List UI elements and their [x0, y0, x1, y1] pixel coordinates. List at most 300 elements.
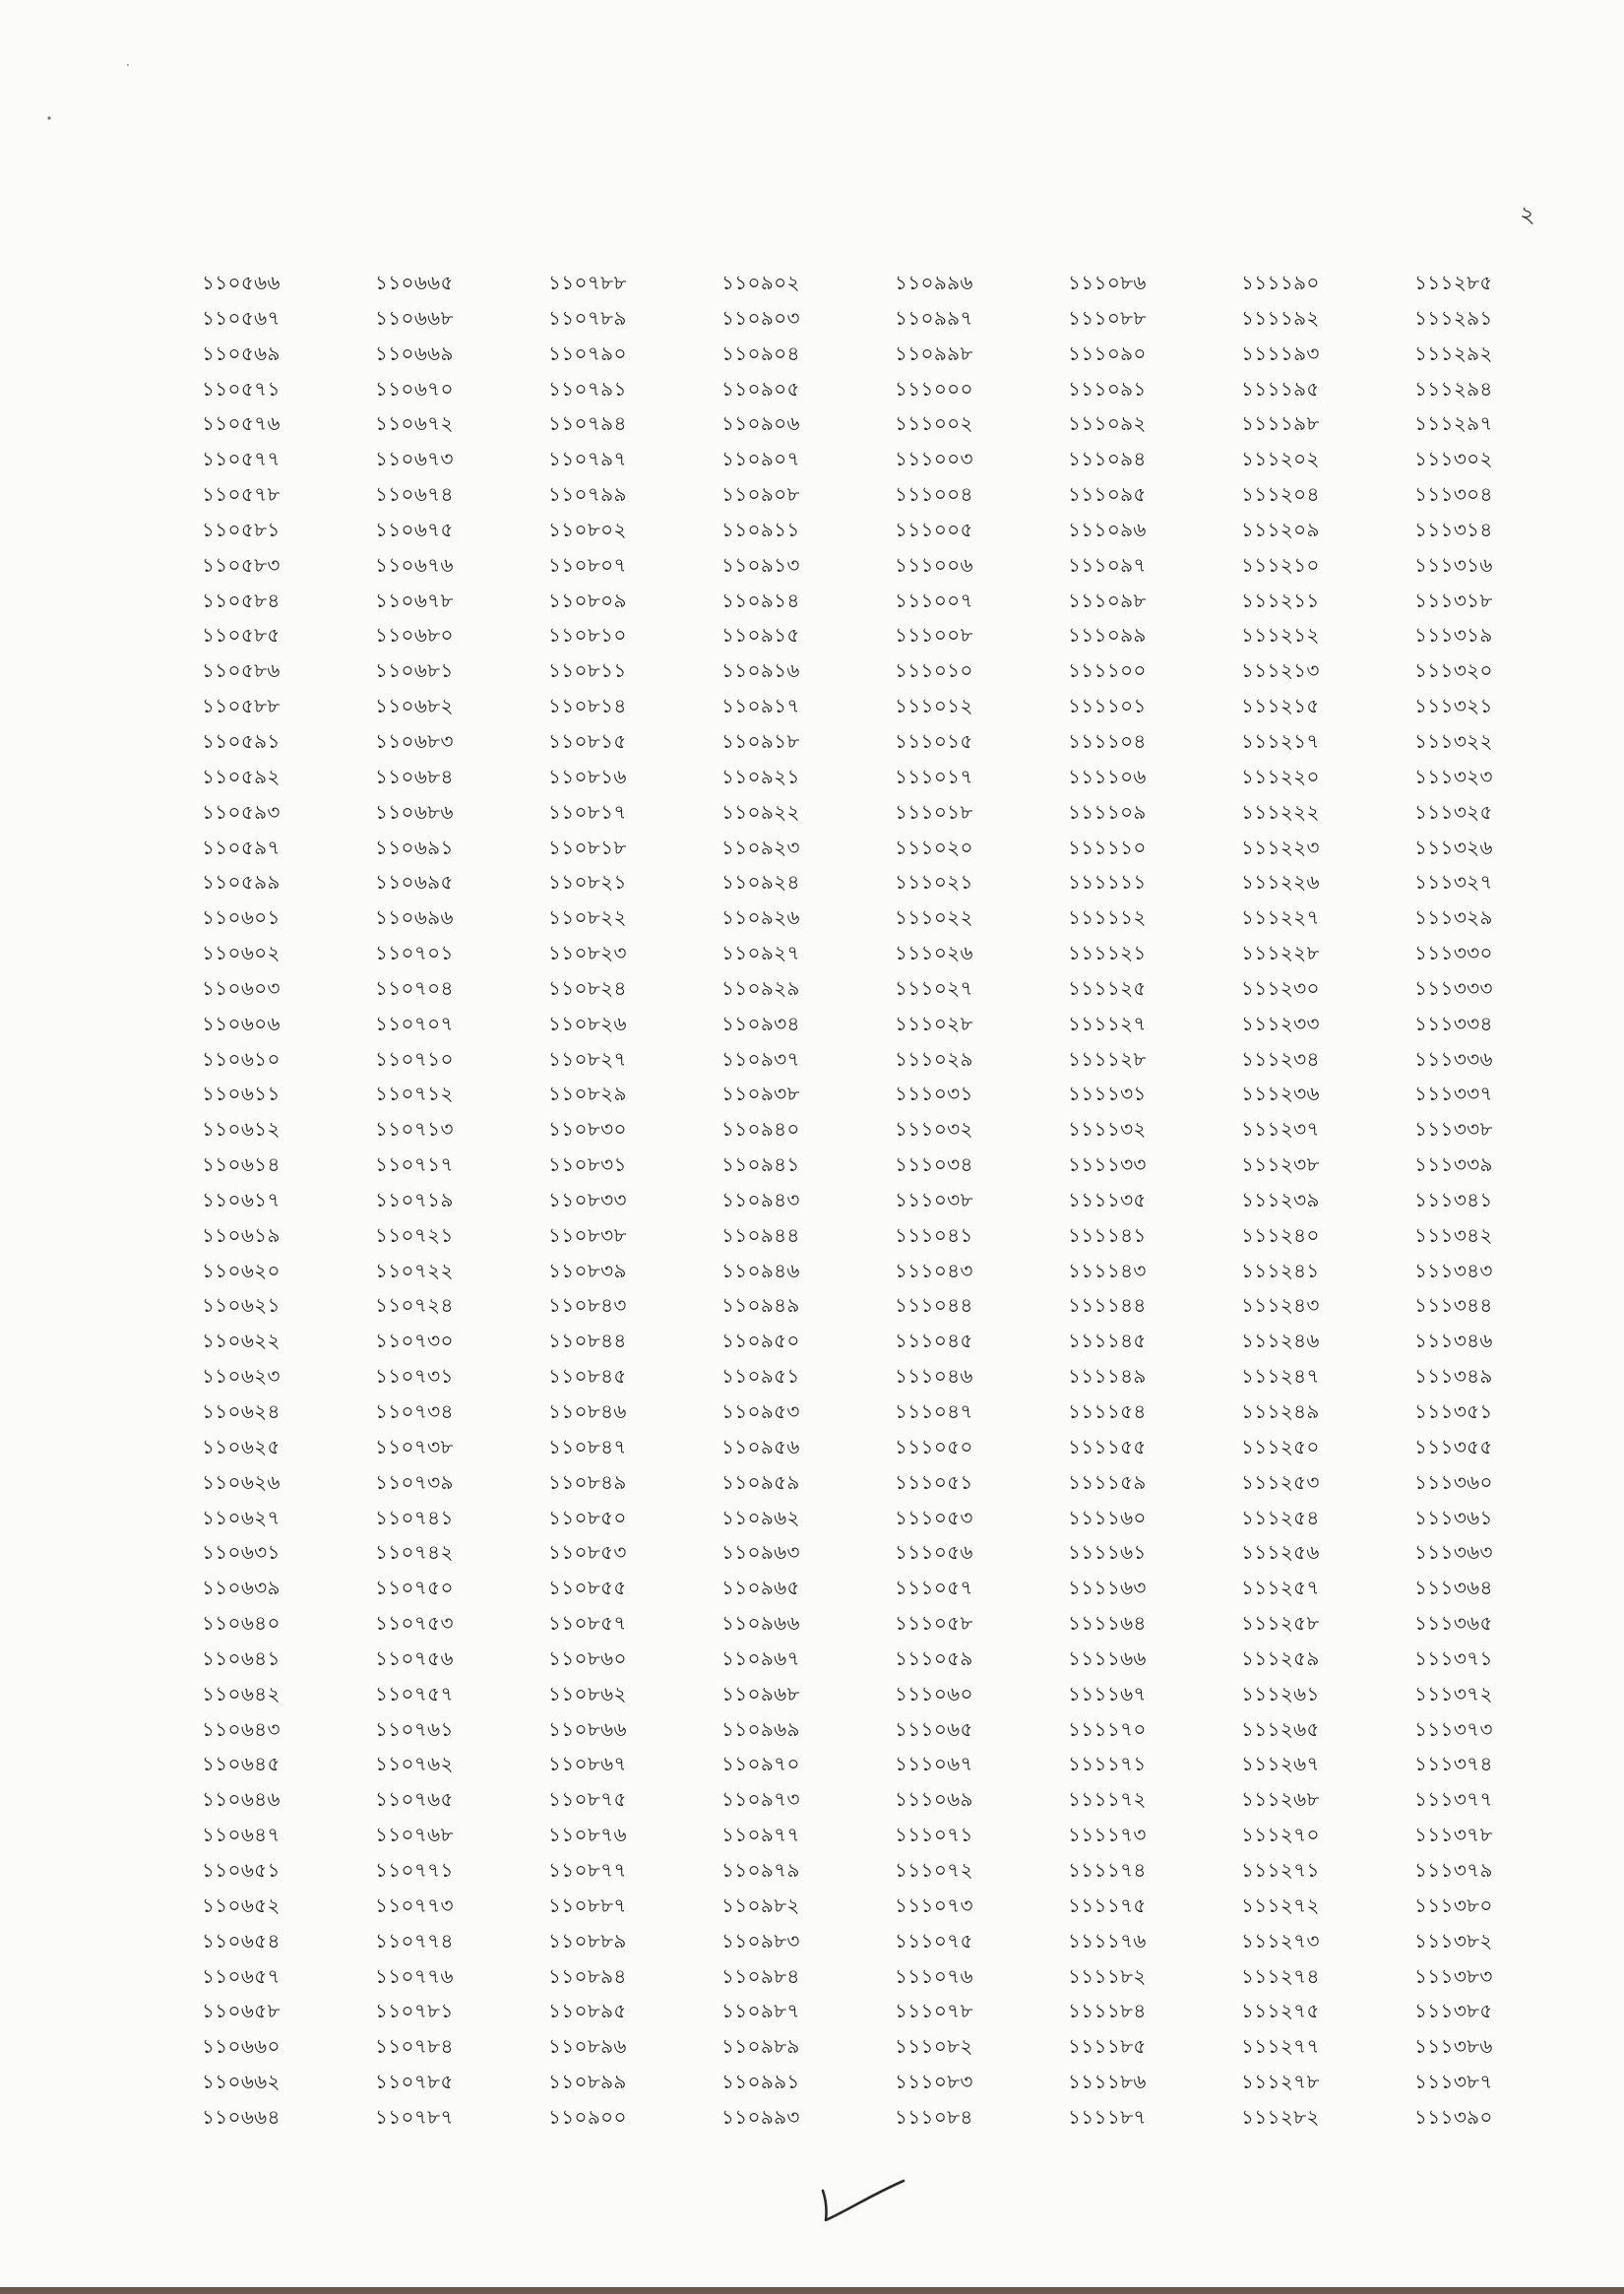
- roll-number-cell: ১১১৩৭২: [1414, 1681, 1493, 1705]
- roll-number-cell: ১১০৯২৩: [721, 835, 800, 859]
- roll-number-cell: ১১১১৫৫: [1068, 1434, 1147, 1458]
- roll-number-cell: ১১০৬৭৫: [375, 517, 454, 541]
- roll-number-cell: ১১০৫৬৬: [202, 271, 281, 294]
- roll-number-cell: ১১১০৪৪: [895, 1293, 973, 1318]
- roll-number-cell: ১১১২০২: [1241, 447, 1320, 471]
- roll-number-cell: ১১০৭১০: [375, 1046, 454, 1071]
- roll-number-cell: ১১১০৯৪: [1068, 447, 1147, 471]
- roll-number-cell: ১১১১৮২: [1068, 1963, 1147, 1988]
- roll-number-cell: ১১০৫৯২: [202, 764, 281, 788]
- roll-number-cell: ১১১০৬০: [895, 1681, 973, 1705]
- roll-number-cell: ১১০৭৭৩: [375, 1892, 454, 1917]
- roll-number-cell: ১১০৯০০: [548, 2104, 627, 2129]
- roll-number-cell: ১১০৬৬৫: [375, 271, 454, 294]
- roll-number-cell: ১১১০৩৮: [895, 1187, 973, 1211]
- roll-number-cell: ১১১২৯২: [1414, 341, 1493, 365]
- roll-number-cell: ১১০৯৬৫: [721, 1576, 800, 1600]
- roll-number-cell: ১১০৭১৩: [375, 1117, 454, 1142]
- roll-number-cell: ১১০৬২২: [202, 1329, 281, 1353]
- roll-number-cell: ১১০৬৭৩: [375, 447, 454, 471]
- roll-number-cell: ১১০৭৫৩: [375, 1611, 454, 1636]
- scan-specks: [0, 0, 197, 197]
- roll-number-cell: ১১০৬২৫: [202, 1434, 281, 1458]
- roll-number-cell: ১১০৯৩৭: [721, 1046, 800, 1071]
- roll-number-cell: ১১০৮১১: [548, 658, 627, 683]
- roll-number-cell: ১১১২৩৯: [1241, 1187, 1320, 1211]
- roll-number-cell: ১১০৬০৬: [202, 1011, 281, 1035]
- roll-number-cell: ১১১১২৫: [1068, 975, 1147, 1000]
- roll-number-cell: ১১১৩৬১: [1414, 1505, 1493, 1529]
- checkmark-icon: [813, 2165, 911, 2224]
- roll-number-cell: ১১০৯৬৩: [721, 1540, 800, 1565]
- roll-number-cell: ১১১১৮৪: [1068, 1999, 1147, 2023]
- roll-number-cell: ১১১৩৬৪: [1414, 1576, 1493, 1600]
- roll-number-cell: ১১১২৭৪: [1241, 1963, 1320, 1988]
- roll-number-cell: ১১১৩৮৬: [1414, 2034, 1493, 2059]
- roll-number-cell: ১১১৩১৬: [1414, 552, 1493, 577]
- roll-number-cell: ১১০৯৫৯: [721, 1469, 800, 1494]
- roll-number-cell: ১১০৭৮১: [375, 1999, 454, 2023]
- roll-number-cell: ১১১২১২: [1241, 623, 1320, 648]
- roll-number-cell: ১১১০২৭: [895, 975, 973, 1000]
- roll-number-cell: ১১০৬৪৭: [202, 1823, 281, 1847]
- roll-number-cell: ১১১২১০: [1241, 552, 1320, 577]
- roll-number-cell: ১১১১৮৭: [1068, 2104, 1147, 2129]
- roll-number-cell: ১১১০৭১: [895, 1823, 973, 1847]
- roll-number-cell: ১১১১১২: [1068, 905, 1147, 930]
- roll-number-cell: ১১১৩১৮: [1414, 588, 1493, 612]
- roll-number-cell: ১১১৩৮২: [1414, 1928, 1493, 1953]
- roll-number-cell: ১১০৬৭৪: [375, 482, 454, 507]
- roll-number-cell: ১১০৯৫৬: [721, 1434, 800, 1458]
- roll-number-cell: ১১১২৬৫: [1241, 1716, 1320, 1741]
- roll-number-cell: ১১১০৭৮: [895, 1999, 973, 2023]
- roll-number-cell: ১১০৬২৭: [202, 1505, 281, 1529]
- roll-number-cell: ১১১১৯২: [1241, 305, 1320, 330]
- roll-number-cell: ১১০৮৩৯: [548, 1258, 627, 1282]
- roll-number-cell: ১১১০৩৪: [895, 1152, 973, 1177]
- roll-number-cell: ১১০৯০৪: [721, 341, 800, 365]
- roll-number-cell: ১১০৬৮০: [375, 623, 454, 648]
- roll-number-cell: ১১১৩৪৩: [1414, 1258, 1493, 1282]
- roll-number-cell: ১১১২৬৭: [1241, 1752, 1320, 1776]
- roll-number-cell: ১১০৮০৭: [548, 552, 627, 577]
- roll-number-cell: ১১০৬৫২: [202, 1892, 281, 1917]
- roll-number-cell: ১১০৮৭৭: [548, 1857, 627, 1882]
- roll-number-cell: ১১১২৩০: [1241, 975, 1320, 1000]
- roll-number-cell: ১১০৯২৯: [721, 975, 800, 1000]
- roll-number-cell: ১১১২২৮: [1241, 941, 1320, 965]
- roll-number-cell: ১১১২২৩: [1241, 835, 1320, 859]
- roll-number-cell: ১১০৯১৬: [721, 658, 800, 683]
- roll-number-cell: ১১০৯৬৯: [721, 1716, 800, 1741]
- roll-number-cell: ১১০৮৫৩: [548, 1540, 627, 1565]
- roll-number-cell: ১১০৯৯৬: [895, 271, 973, 294]
- roll-number-cell: ১১১৩৩৯: [1414, 1152, 1493, 1177]
- roll-number-cell: ১১০৬৯৬: [375, 905, 454, 930]
- roll-number-cell: ১১১২৮২: [1241, 2104, 1320, 2129]
- roll-number-cell: ১১১০০৪: [895, 482, 973, 507]
- roll-number-cell: ১১০৭১৯: [375, 1187, 454, 1211]
- roll-number-cell: ১১১১৮৬: [1068, 2070, 1147, 2094]
- roll-number-cell: ১১০৫৮৬: [202, 658, 281, 683]
- roll-number-cell: ১১০৬১৭: [202, 1187, 281, 1211]
- roll-number-cell: ১১০৬৪১: [202, 1645, 281, 1670]
- roll-number-cell: ১১১০৯৯: [1068, 623, 1147, 648]
- roll-number-cell: ১১১২৫৬: [1241, 1540, 1320, 1565]
- roll-number-cell: ১১১১৪১: [1068, 1222, 1147, 1247]
- roll-number-cell: ১১১৩৭৪: [1414, 1752, 1493, 1776]
- roll-number-cell: ১১০৯১৮: [721, 728, 800, 753]
- roll-number-cell: ১১০৬৬০: [202, 2034, 281, 2059]
- roll-number-cell: ১১০৯৯৩: [721, 2104, 800, 2129]
- roll-number-cell: ১১১৩৪২: [1414, 1222, 1493, 1247]
- roll-number-cell: ১১১২৭৭: [1241, 2034, 1320, 2059]
- scan-bottom-edge: [0, 2287, 1624, 2294]
- roll-number-cell: ১১১১৭০: [1068, 1716, 1147, 1741]
- roll-number-cell: ১১০৮৭৬: [548, 1823, 627, 1847]
- roll-number-cell: ১১১০৫৮: [895, 1611, 973, 1636]
- roll-number-cell: ১১১৩২৬: [1414, 835, 1493, 859]
- roll-number-cell: ১১০৭৬২: [375, 1752, 454, 1776]
- roll-number-cell: ১১১২৫০: [1241, 1434, 1320, 1458]
- roll-number-cell: ১১০৯১৫: [721, 623, 800, 648]
- roll-number-cell: ১১০৯৮৪: [721, 1963, 800, 1988]
- roll-number-cell: ১১০৯০৩: [721, 305, 800, 330]
- roll-number-cell: ১১০৬৭৬: [375, 552, 454, 577]
- roll-number-cell: ১১১০২৯: [895, 1046, 973, 1071]
- roll-number-cell: ১১১৩৬৫: [1414, 1611, 1493, 1636]
- roll-number-cell: ১১০৬১৯: [202, 1222, 281, 1247]
- roll-number-cell: ১১১০২০: [895, 835, 973, 859]
- roll-number-cell: ১১১২৩৮: [1241, 1152, 1320, 1177]
- roll-number-cell: ১১১০৪৭: [895, 1399, 973, 1423]
- roll-number-cell: ১১০৫৮১: [202, 517, 281, 541]
- roll-number-cell: ১১১১৫৯: [1068, 1469, 1147, 1494]
- roll-number-cell: ১১১২৩৬: [1241, 1082, 1320, 1106]
- roll-number-cell: ১১১৩৮৩: [1414, 1963, 1493, 1988]
- roll-number-cell: ১১০৬৯৫: [375, 870, 454, 895]
- roll-number-cell: ১১১১৯০: [1241, 271, 1320, 294]
- roll-number-cell: ১১১০০৬: [895, 552, 973, 577]
- roll-number-cell: ১১১২১৭: [1241, 728, 1320, 753]
- roll-number-cell: ১১০৬৬৯: [375, 341, 454, 365]
- roll-number-cell: ১১১৩২২: [1414, 728, 1493, 753]
- roll-number-cell: ১১০৭৮৫: [375, 2070, 454, 2094]
- roll-number-cell: ১১০৭৪১: [375, 1505, 454, 1529]
- roll-number-cell: ১১১০৮৬: [1068, 271, 1147, 294]
- roll-number-cell: ১১০৫৯৭: [202, 835, 281, 859]
- roll-number-cell: ১১১২০৯: [1241, 517, 1320, 541]
- roll-number-cell: ১১১২৫৮: [1241, 1611, 1320, 1636]
- roll-number-cell: ১১০৭২১: [375, 1222, 454, 1247]
- roll-number-cell: ১১১০০০: [895, 376, 973, 401]
- roll-number-cell: ১১১১০৯: [1068, 799, 1147, 824]
- roll-number-cell: ১১০৬৫১: [202, 1857, 281, 1882]
- roll-number-cell: ১১০৮১০: [548, 623, 627, 648]
- roll-number-cell: ১১১৩৩৭: [1414, 1082, 1493, 1106]
- roll-number-cell: ১১১০৫০: [895, 1434, 973, 1458]
- roll-number-cell: ১১১৩৪৪: [1414, 1293, 1493, 1318]
- roll-number-cell: ১১০৭০৪: [375, 975, 454, 1000]
- roll-number-cell: ১১০৫৮৩: [202, 552, 281, 577]
- roll-number-cell: ১১১২১১: [1241, 588, 1320, 612]
- roll-number-cell: ১১১০৯৮: [1068, 588, 1147, 612]
- roll-number-cell: ১১০৫৬৭: [202, 305, 281, 330]
- roll-number-cell: ১১০৭৩০: [375, 1329, 454, 1353]
- roll-number-cell: ১১১৩১৪: [1414, 517, 1493, 541]
- roll-number-cell: ১১০৮৩১: [548, 1152, 627, 1177]
- roll-number-cell: ১১০৬৪৩: [202, 1716, 281, 1741]
- roll-number-cell: ১১১২৪০: [1241, 1222, 1320, 1247]
- roll-number-cell: ১১০৬৬২: [202, 2070, 281, 2094]
- roll-number-cell: ১১১০৬৯: [895, 1787, 973, 1812]
- roll-number-cell: ১১০৮২৩: [548, 941, 627, 965]
- roll-number-cell: ১১০৮৫৫: [548, 1576, 627, 1600]
- roll-number-cell: ১১১০৩১: [895, 1082, 973, 1106]
- roll-number-cell: ১১০৯১১: [721, 517, 800, 541]
- roll-number-cell: ১১০৫৬৯: [202, 341, 281, 365]
- roll-number-cell: ১১০৮৪৪: [548, 1329, 627, 1353]
- roll-number-cell: ১১১২০৪: [1241, 482, 1320, 507]
- roll-number-cell: ১১১০৪১: [895, 1222, 973, 1247]
- roll-number-cell: ১১০৭১২: [375, 1082, 454, 1106]
- roll-number-cell: ১১১২২২: [1241, 799, 1320, 824]
- roll-number-cell: ১১০৮৬২: [548, 1681, 627, 1705]
- roll-number-cell: ১১১১৪৯: [1068, 1364, 1147, 1389]
- roll-number-cell: ১১০৭৬৮: [375, 1823, 454, 1847]
- roll-number-cell: ১১১১২৭: [1068, 1011, 1147, 1035]
- roll-number-cell: ১১১০২৮: [895, 1011, 973, 1035]
- roll-number-cell: ১১০৮৬৬: [548, 1716, 627, 1741]
- roll-number-cell: ১১১১০১: [1068, 694, 1147, 718]
- roll-number-cell: ১১০৯১৩: [721, 552, 800, 577]
- roll-number-cell: ১১০৮৬০: [548, 1645, 627, 1670]
- roll-number-cell: ১১১৩৪৬: [1414, 1329, 1493, 1353]
- roll-number-cell: ১১০৮৩০: [548, 1117, 627, 1142]
- roll-number-cell: ১১০৬০২: [202, 941, 281, 965]
- roll-number-cell: ১১০৮৪৬: [548, 1399, 627, 1423]
- roll-number-cell: ১১০৭৭১: [375, 1857, 454, 1882]
- roll-number-cell: ১১০৮৩৩: [548, 1187, 627, 1211]
- roll-number-cell: ১১১১৩৩: [1068, 1152, 1147, 1177]
- roll-number-cell: ১১১০৭৩: [895, 1892, 973, 1917]
- roll-number-cell: ১১১১৪৩: [1068, 1258, 1147, 1282]
- roll-number-cell: ১১১০২৬: [895, 941, 973, 965]
- roll-number-cell: ১১০৫৮৮: [202, 694, 281, 718]
- roll-number-cell: ১১০৯৭৩: [721, 1787, 800, 1812]
- roll-number-cell: ১১১০৪৩: [895, 1258, 973, 1282]
- roll-number-cell: ১১১০৯১: [1068, 376, 1147, 401]
- roll-number-cell: ১১০৭২২: [375, 1258, 454, 1282]
- roll-number-cell: ১১০৬৫৮: [202, 1999, 281, 2023]
- roll-number-cell: ১১০৫৭৬: [202, 411, 281, 436]
- roll-number-cell: ১১১২৩৭: [1241, 1117, 1320, 1142]
- roll-number-cell: ১১১৩২৭: [1414, 870, 1493, 895]
- roll-number-cell: ১১০৬৫৭: [202, 1963, 281, 1988]
- roll-number-cell: ১১১১৭১: [1068, 1752, 1147, 1776]
- roll-number-cell: ১১১১৭৩: [1068, 1823, 1147, 1847]
- roll-number-cell: ১১১৩৩০: [1414, 941, 1493, 965]
- roll-number-cell: ১১০৮১৮: [548, 835, 627, 859]
- roll-number-cell: ১১১১৫৪: [1068, 1399, 1147, 1423]
- roll-number-cell: ১১০৯৫৩: [721, 1399, 800, 1423]
- roll-number-cell: ১১১০০২: [895, 411, 973, 436]
- roll-number-cell: ১১০৯২৭: [721, 941, 800, 965]
- roll-number-cell: ১১১০৯৭: [1068, 552, 1147, 577]
- roll-number-cell: ১১০৬৫৪: [202, 1928, 281, 1953]
- roll-number-cell: ১১০৯৬৮: [721, 1681, 800, 1705]
- roll-number-cell: ১১১৩২৩: [1414, 764, 1493, 788]
- roll-number-cell: ১১০৬৭২: [375, 411, 454, 436]
- roll-number-cell: ১১০৭১৭: [375, 1152, 454, 1177]
- roll-number-cell: ১১১০০৫: [895, 517, 973, 541]
- roll-number-cell: ১১০৭৪২: [375, 1540, 454, 1565]
- roll-number-cell: ১১০৮৯৫: [548, 1999, 627, 2023]
- roll-number-cell: ১১০৯২৪: [721, 870, 800, 895]
- roll-number-cell: ১১০৮০২: [548, 517, 627, 541]
- roll-number-cell: ১১০৬৬৪: [202, 2104, 281, 2129]
- roll-number-cell: ১১১১২৮: [1068, 1046, 1147, 1071]
- roll-number-cell: ১১১৩৪১: [1414, 1187, 1493, 1211]
- roll-number-cell: ১১০৯৯১: [721, 2070, 800, 2094]
- roll-number-cell: ১১০৬০৩: [202, 975, 281, 1000]
- roll-number-cell: ১১১১৮৫: [1068, 2034, 1147, 2059]
- roll-number-cell: ১১১৩১৯: [1414, 623, 1493, 648]
- roll-number-cell: ১১১০১২: [895, 694, 973, 718]
- roll-number-cell: ১১১২৯৭: [1414, 411, 1493, 436]
- roll-number-cell: ১১০৯৫০: [721, 1329, 800, 1353]
- roll-number-cell: ১১০৯৩৪: [721, 1011, 800, 1035]
- roll-number-cell: ১১০৯৪৯: [721, 1293, 800, 1318]
- roll-number-cell: ১১০৫৭৭: [202, 447, 281, 471]
- roll-number-cell: ১১০৬৭০: [375, 376, 454, 401]
- roll-number-cell: ১১০৯৬৭: [721, 1645, 800, 1670]
- roll-number-cell: ১১১৩৮৫: [1414, 1999, 1493, 2023]
- roll-number-cell: ১১১০৯৫: [1068, 482, 1147, 507]
- roll-number-cell: ১১১৩৩৩: [1414, 975, 1493, 1000]
- roll-number-cell: ১১০৬৮১: [375, 658, 454, 683]
- roll-number-cell: ১১০৯০৮: [721, 482, 800, 507]
- roll-number-cell: ১১০৬৩৯: [202, 1576, 281, 1600]
- roll-number-cell: ১১১০৯৬: [1068, 517, 1147, 541]
- roll-number-cell: ১১০৫৮৫: [202, 623, 281, 648]
- roll-number-cell: ১১১৩৯০: [1414, 2104, 1493, 2129]
- roll-number-cell: ১১১১০০: [1068, 658, 1147, 683]
- roll-number-cell: ১১০৭৯৪: [548, 411, 627, 436]
- roll-number-cell: ১১০৮৯৪: [548, 1963, 627, 1988]
- roll-number-cell: ১১০৯০৫: [721, 376, 800, 401]
- roll-number-cell: ১১১১৩২: [1068, 1117, 1147, 1142]
- roll-number-cell: ১১১২৫৯: [1241, 1645, 1320, 1670]
- roll-number-cell: ১১১২৮৫: [1414, 271, 1493, 294]
- roll-number-cell: ১১০৬৪০: [202, 1611, 281, 1636]
- roll-number-cell: ১১১২৯৪: [1414, 376, 1493, 401]
- roll-number-cell: ১১০৯৩৮: [721, 1082, 800, 1106]
- roll-number-cell: ১১১৩৬৩: [1414, 1540, 1493, 1565]
- roll-number-cell: ১১১২৬১: [1241, 1681, 1320, 1705]
- roll-number-cell: ১১০৭৭৬: [375, 1963, 454, 1988]
- roll-number-cell: ১১১০৭৬: [895, 1963, 973, 1988]
- roll-number-cell: ১১০৮৬৭: [548, 1752, 627, 1776]
- roll-number-cell: ১১১২১৫: [1241, 694, 1320, 718]
- roll-number-cell: ১১০৬১০: [202, 1046, 281, 1071]
- roll-number-cell: ১১০৯৯৭: [895, 305, 973, 330]
- roll-number-cell: ১১১১৬৭: [1068, 1681, 1147, 1705]
- roll-number-cell: ১১০৭৩৯: [375, 1469, 454, 1494]
- roll-number-cell: ১১১১১১: [1068, 870, 1147, 895]
- roll-number-cell: ১১১৩৭৮: [1414, 1823, 1493, 1847]
- roll-number-cell: ১১০৯০৭: [721, 447, 800, 471]
- roll-number-cell: ১১১৩৭১: [1414, 1645, 1493, 1670]
- roll-number-cell: ১১০৭৫০: [375, 1576, 454, 1600]
- roll-number-cell: ১১১১৭৫: [1068, 1892, 1147, 1917]
- roll-number-cell: ১১১৩২০: [1414, 658, 1493, 683]
- roll-number-cell: ১১১১২১: [1068, 941, 1147, 965]
- roll-number-cell: ১১০৭৩১: [375, 1364, 454, 1389]
- roll-number-cell: ১১০৯৭৭: [721, 1823, 800, 1847]
- roll-number-cell: ১১১২৭৮: [1241, 2070, 1320, 2094]
- roll-number-cell: ১১০৯২১: [721, 764, 800, 788]
- roll-number-cell: ১১০৯৪৩: [721, 1187, 800, 1211]
- roll-number-cell: ১১০৮১৪: [548, 694, 627, 718]
- roll-number-cell: ১১০৭৯৯: [548, 482, 627, 507]
- roll-number-cell: ১১১০৮৪: [895, 2104, 973, 2129]
- roll-number-grid: [202, 266, 1588, 2136]
- roll-number-cell: ১১১০৭২: [895, 1857, 973, 1882]
- roll-number-cell: ১১১০৪৫: [895, 1329, 973, 1353]
- roll-number-cell: ১১০৮৪৩: [548, 1293, 627, 1318]
- page-number: ২: [1520, 201, 1535, 228]
- roll-number-cell: ১১০৮৩৮: [548, 1222, 627, 1247]
- roll-number-cell: ১১০৯৮২: [721, 1892, 800, 1917]
- roll-number-cell: ১১১০৬৫: [895, 1716, 973, 1741]
- roll-number-cell: ১১১০৮৩: [895, 2070, 973, 2094]
- roll-number-cell: ১১০৮০৯: [548, 588, 627, 612]
- roll-number-cell: ১১০৮২১: [548, 870, 627, 895]
- roll-number-cell: ১১০৯৪৪: [721, 1222, 800, 1247]
- roll-number-cell: ১১০৮৪৭: [548, 1434, 627, 1458]
- roll-number-cell: ১১১০৫৭: [895, 1576, 973, 1600]
- roll-number-cell: ১১০৭৮৮: [548, 271, 627, 294]
- roll-number-cell: ১১০৭২৪: [375, 1293, 454, 1318]
- roll-number-cell: ১১১০৫৯: [895, 1645, 973, 1670]
- roll-number-cell: ১১০৮৭৫: [548, 1787, 627, 1812]
- roll-number-cell: ১১০৬১১: [202, 1082, 281, 1106]
- roll-number-cell: ১১০৬৮৬: [375, 799, 454, 824]
- roll-number-cell: ১১১১০৪: [1068, 728, 1147, 753]
- roll-number-cell: ১১১৩০২: [1414, 447, 1493, 471]
- roll-number-cell: ১১০৯৫১: [721, 1364, 800, 1389]
- roll-number-cell: ১১১৩৫১: [1414, 1399, 1493, 1423]
- roll-number-cell: ১১০৯৬৬: [721, 1611, 800, 1636]
- roll-number-cell: ১১০৯১৪: [721, 588, 800, 612]
- roll-number-cell: ১১১৩৬০: [1414, 1469, 1493, 1494]
- roll-number-cell: ১১০৭৩৪: [375, 1399, 454, 1423]
- roll-number-cell: ১১০৭৯৭: [548, 447, 627, 471]
- roll-number-cell: ১১১০১৫: [895, 728, 973, 753]
- roll-number-cell: ১১০৫৭৮: [202, 482, 281, 507]
- roll-number-cell: ১১০৮২৯: [548, 1082, 627, 1106]
- roll-number-cell: ১১১০৯০: [1068, 341, 1147, 365]
- roll-number-cell: ১১০৬৪২: [202, 1681, 281, 1705]
- roll-number-cell: ১১০৫৭১: [202, 376, 281, 401]
- roll-number-cell: ১১১২৪৭: [1241, 1364, 1320, 1389]
- roll-number-cell: ১১১১৪৫: [1068, 1329, 1147, 1353]
- roll-number-cell: ১১০৮৯৬: [548, 2034, 627, 2059]
- roll-number-cell: ১১১২৭০: [1241, 1823, 1320, 1847]
- roll-number-cell: ১১১৩৭৯: [1414, 1857, 1493, 1882]
